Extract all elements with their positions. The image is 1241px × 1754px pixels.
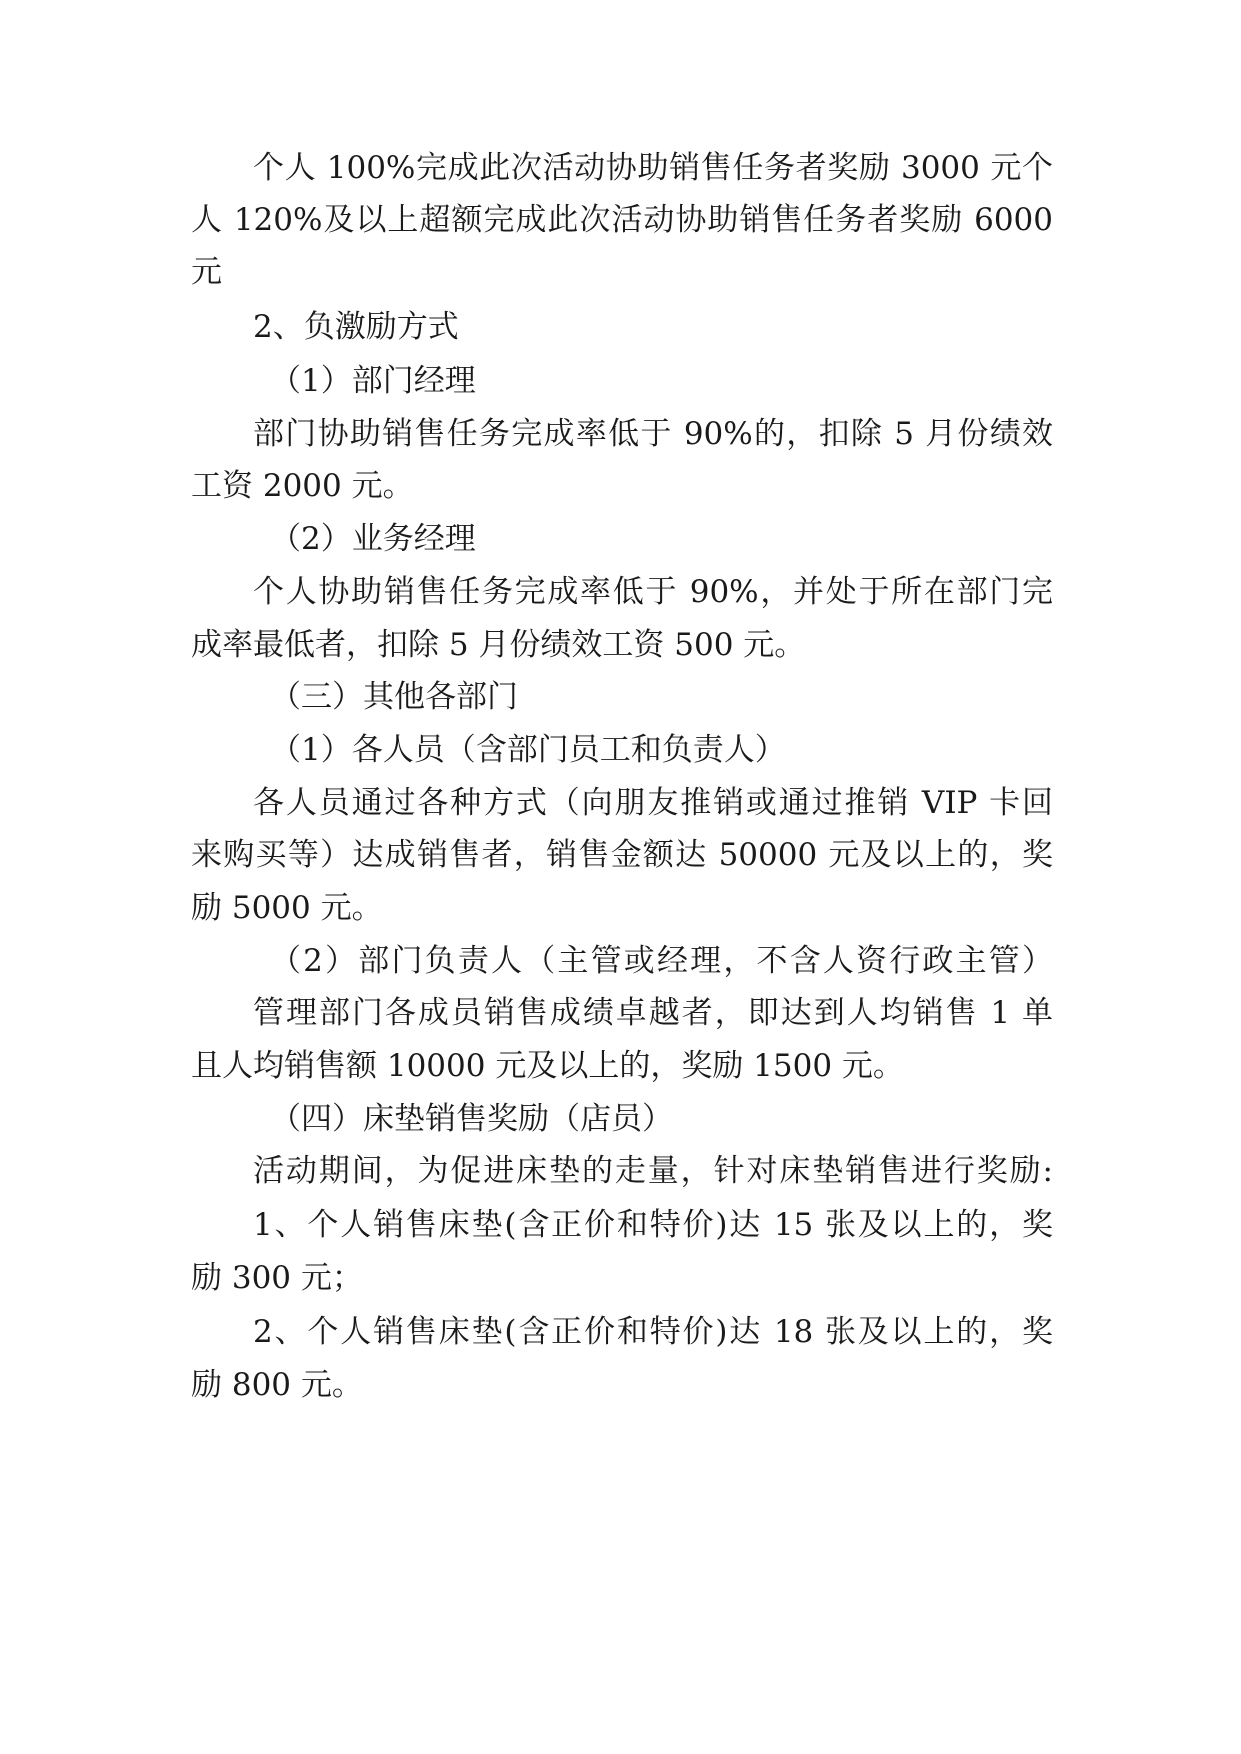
paragraph-line: 各人员通过各种方式（向朋友推销或通过推销 VIP 卡回 bbox=[253, 785, 1053, 821]
paragraph-line: 来购买等）达成销售者，销售金额达 50000 元及以上的，奖 bbox=[191, 837, 1053, 873]
section-heading: 2、负激励方式 bbox=[253, 309, 459, 345]
section-heading: （三）其他各部门 bbox=[270, 679, 518, 715]
section-heading: （四）床垫销售奖励（店员） bbox=[270, 1101, 673, 1137]
list-item: 1、个人销售床垫(含正价和特价)达 15 张及以上的，奖 bbox=[253, 1207, 1053, 1243]
paragraph-line: 且人均销售额 10000 元及以上的，奖励 1500 元。 bbox=[191, 1048, 904, 1084]
paragraph-line: 活动期间，为促进床垫的走量，针对床垫销售进行奖励: bbox=[253, 1153, 1053, 1189]
paragraph-line: 个人 100%完成此次活动协助销售任务者奖励 3000 元个 bbox=[253, 150, 1053, 186]
paragraph-line: 励 5000 元。 bbox=[191, 890, 383, 926]
paragraph-line: 元 bbox=[191, 254, 222, 290]
paragraph-line: 管理部门各成员销售成绩卓越者，即达到人均销售 1 单 bbox=[253, 995, 1053, 1031]
paragraph-line: 个人协助销售任务完成率低于 90%，并处于所在部门完 bbox=[253, 574, 1053, 610]
sub-heading: （2）部门负责人（主管或经理，不含人资行政主管） bbox=[270, 943, 1053, 979]
paragraph-line: 人 120%及以上超额完成此次活动协助销售任务者奖励 6000 bbox=[191, 202, 1053, 238]
sub-heading: （1）各人员（含部门员工和负责人） bbox=[270, 732, 786, 768]
paragraph-line: 成率最低者，扣除 5 月份绩效工资 500 元。 bbox=[191, 627, 806, 663]
paragraph-line: 部门协助销售任务完成率低于 90%的，扣除 5 月份绩效 bbox=[253, 416, 1053, 452]
paragraph-line: 励 300 元； bbox=[191, 1260, 363, 1296]
sub-heading: （2）业务经理 bbox=[270, 521, 476, 557]
list-item: 2、个人销售床垫(含正价和特价)达 18 张及以上的，奖 bbox=[253, 1314, 1053, 1350]
paragraph-line: 励 800 元。 bbox=[191, 1367, 363, 1403]
sub-heading: （1）部门经理 bbox=[270, 363, 476, 399]
paragraph-line: 工资 2000 元。 bbox=[191, 468, 414, 504]
